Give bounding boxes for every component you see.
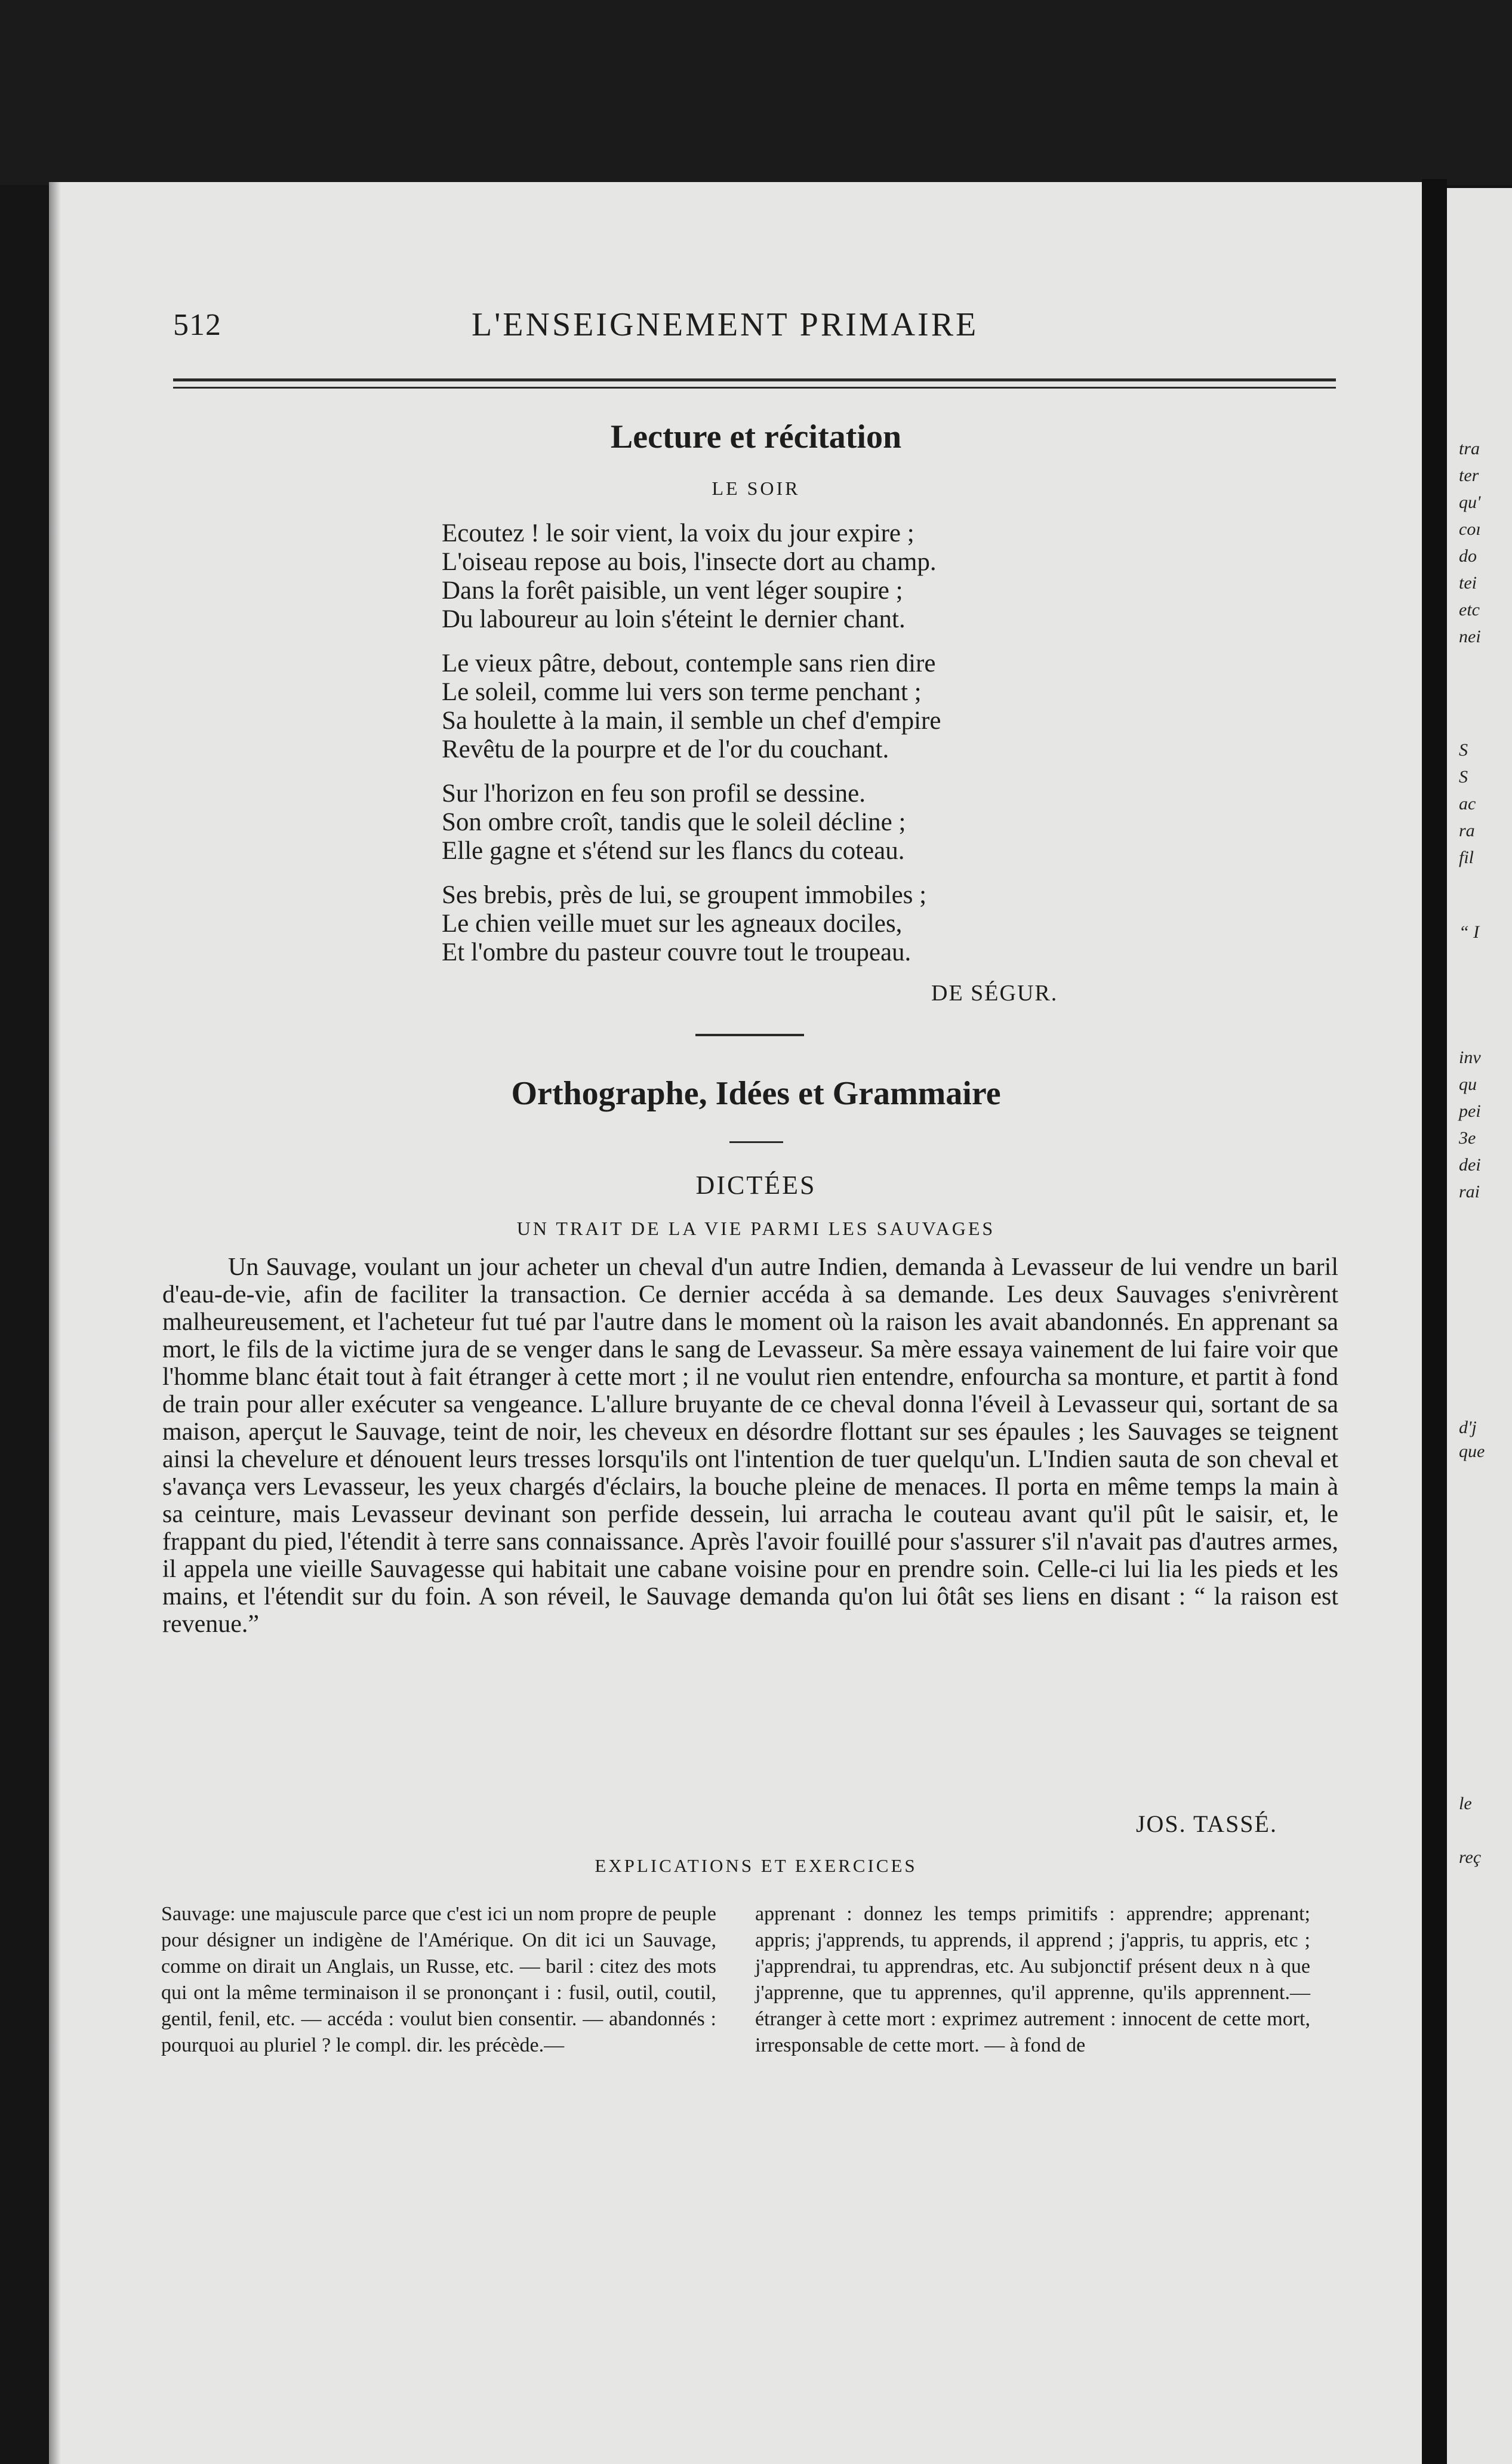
- poem-line: Elle gagne et s'étend sur les flancs du coteau.: [442, 837, 905, 865]
- adjacent-page-fragment: “ I: [1459, 922, 1480, 942]
- adjacent-page-fragment: fil: [1459, 848, 1474, 867]
- poem-title: LE SOIR: [712, 478, 800, 499]
- adjacent-page-fragment: que: [1459, 1442, 1485, 1461]
- poem-stanza: [442, 780, 941, 866]
- poem-line: Le soleil, comme lui vers son terme penchant ;: [442, 678, 922, 706]
- page-number: 512: [173, 308, 221, 342]
- adjacent-page-fragment: rai: [1459, 1182, 1480, 1202]
- poem-line: Revêtu de la pourpre et de l'or du couchant.: [442, 735, 889, 763]
- dictation-title: UN TRAIT DE LA VIE PARMI LES SAUVAGES: [516, 1218, 996, 1239]
- poem-line: Ecoutez ! le soir vient, la voix du jour expire ;: [442, 519, 914, 547]
- adjacent-page-fragment: d'j: [1459, 1418, 1477, 1437]
- adjacent-page-fragment: S: [1459, 740, 1468, 760]
- poem: [442, 519, 941, 982]
- adjacent-page-fragment: coı: [1459, 519, 1481, 539]
- header-rule-thin: [173, 387, 1336, 389]
- poem-line: Le chien veille muet sur les agneaux dociles,: [442, 910, 903, 938]
- adjacent-page-fragment: reç: [1459, 1847, 1482, 1867]
- dictation-text: Un Sauvage, voulant un jour acheter un cheval d'un autre Indien, demanda à Levasseur de lui vendre un baril d'eau-de-vie, afin de faciliter la transaction. Ce dernier accéda à sa demande. Les deux Sauvages s'enivrèrent malheureusement, et l'acheteur fut tué par l'autre dans le moment où la raison les avait abandonnés. En apprenant sa mort, le fils de la victime jura de se venger dans le sang de Levasseur. Sa mère essaya vainement de lui faire voir que l'homme blanc était tout à fait étranger à cette mort ; il ne voulut rien entendre, enfourcha sa monture, et partit à fond de train pour aller exécuter sa vengeance. L'allure bruyante de ce cheval donna l'éveil à Levasseur qui, sortant de sa maison, aperçut le Sauvage, teint de noir, les cheveux en désordre flottant sur ses épaules ; les Sauvages se teignent ainsi la chevelure et dénouent leurs tresses lorsqu'ils ont l'intention de tuer quelqu'un. L'Indien sauta de son cheval et s'avança vers Levasseur, les yeux chargés d'éclairs, la bouche pleine de menaces. Il porta en même temps la main à sa ceinture, mais Levasseur devinant son perfide dessein, lui arracha le couteau avant qu'il pût le saisir, et, le frappant du pied, l'étendit à terre sans connaissance. Après l'avoir fouillé pour s'assurer s'il n'avait pas d'autres armes, il appela une vieille Sauvagesse qui habitait une cabane voisine pour en prendre soin. Celle-ci lui lia les pieds et les mains, et l'étendit sur du foin. A son réveil, le Sauvage demanda qu'on lui ôtât ses liens en disant : “ la raison est revenue.”: [162, 1253, 1338, 1638]
- book-gutter: [1422, 179, 1447, 2464]
- header-rule: [173, 378, 1336, 381]
- adjacent-page-fragment: qu: [1459, 1074, 1477, 1094]
- adjacent-page-fragment: ac: [1459, 794, 1476, 814]
- poem-line: L'oiseau repose au bois, l'insecte dort au champ.: [442, 548, 937, 576]
- adjacent-page-fragment: ra: [1459, 821, 1475, 840]
- poem-line: Le vieux pâtre, debout, contemple sans rien dire: [442, 649, 936, 677]
- poem-stanza: [442, 881, 941, 967]
- adjacent-page-fragment: le: [1459, 1794, 1472, 1813]
- poem-author: DE SÉGUR.: [931, 981, 1058, 1006]
- poem-stanza: [442, 649, 941, 764]
- adjacent-page-fragment: do: [1459, 546, 1477, 566]
- poem-line: Et l'ombre du pasteur couvre tout le troupeau.: [442, 938, 911, 966]
- poem-line: Dans la forêt paisible, un vent léger soupire ;: [442, 577, 903, 605]
- dictation-author: JOS. TASSÉ.: [1135, 1810, 1277, 1837]
- adjacent-page-fragment: tra: [1459, 439, 1480, 458]
- scan-top-border: [0, 0, 1512, 185]
- adjacent-page-fragment: S: [1459, 767, 1468, 787]
- adjacent-page-fragment: pei: [1459, 1101, 1481, 1121]
- adjacent-page-edge: [1447, 188, 1512, 2464]
- poem-stanza: [442, 519, 941, 634]
- adjacent-page-fragment: etc: [1459, 600, 1480, 620]
- poem-line: Du laboureur au loin s'éteint le dernier chant.: [442, 605, 906, 633]
- section-title-reading: Lecture et récitation: [610, 418, 902, 455]
- subsection-divider: [729, 1141, 783, 1143]
- adjacent-page-fragment: nei: [1459, 627, 1481, 646]
- running-header: L'ENSEIGNEMENT PRIMAIRE: [472, 306, 979, 343]
- notes-column-right: apprenant : donnez les temps primitifs : apprendre; apprenant; appris; j'apprends, tu apprends, il apprend ; j'appris, tu appris, etc ; j'apprendrai, tu apprendras, etc. Au subjonctif présent deux n à que j'apprenne, que tu apprennes, qu'il apprenne, qu'ils apprennent.— étranger à cette mort : exprimez autrement : innocent de cette mort, irresponsable de cette mort. — à fond de: [755, 1903, 1310, 2056]
- dictees-heading: DICTÉES: [695, 1171, 817, 1200]
- poem-line: Sur l'horizon en feu son profil se dessine.: [442, 780, 866, 808]
- adjacent-page-fragment: 3e: [1459, 1128, 1476, 1148]
- poem-line: Son ombre croît, tandis que le soleil décline ;: [442, 808, 906, 836]
- notes-column-left: Sauvage: une majuscule parce que c'est ici un nom propre de peuple pour désigner un indigène de l'Amérique. On dit ici un Sauvage, comme on dirait un Anglais, un Russe, etc. — baril : citez des mots qui ont la même terminaison il se prononçant i : fusil, outil, coutil, gentil, fenil, etc. — accéda : voulut bien consentir. — abandonnés : pourquoi au pluriel ? le compl. dir. les précède.—: [161, 1903, 716, 2056]
- exercises-heading: EXPLICATIONS ET EXERCICES: [595, 1855, 917, 1876]
- adjacent-page-fragment: ter: [1459, 466, 1479, 485]
- adjacent-page-fragment: dei: [1459, 1155, 1481, 1175]
- poem-line: Sa houlette à la main, il semble un chef d'empire: [442, 707, 941, 735]
- section-title-grammar: Orthographe, Idées et Grammaire: [511, 1075, 1001, 1112]
- adjacent-page-fragment: tei: [1459, 573, 1477, 593]
- section-divider: [695, 1034, 804, 1036]
- adjacent-page-fragment: qu': [1459, 492, 1481, 512]
- poem-line: Ses brebis, près de lui, se groupent immobiles ;: [442, 881, 927, 909]
- adjacent-page-fragment: inv: [1459, 1048, 1481, 1067]
